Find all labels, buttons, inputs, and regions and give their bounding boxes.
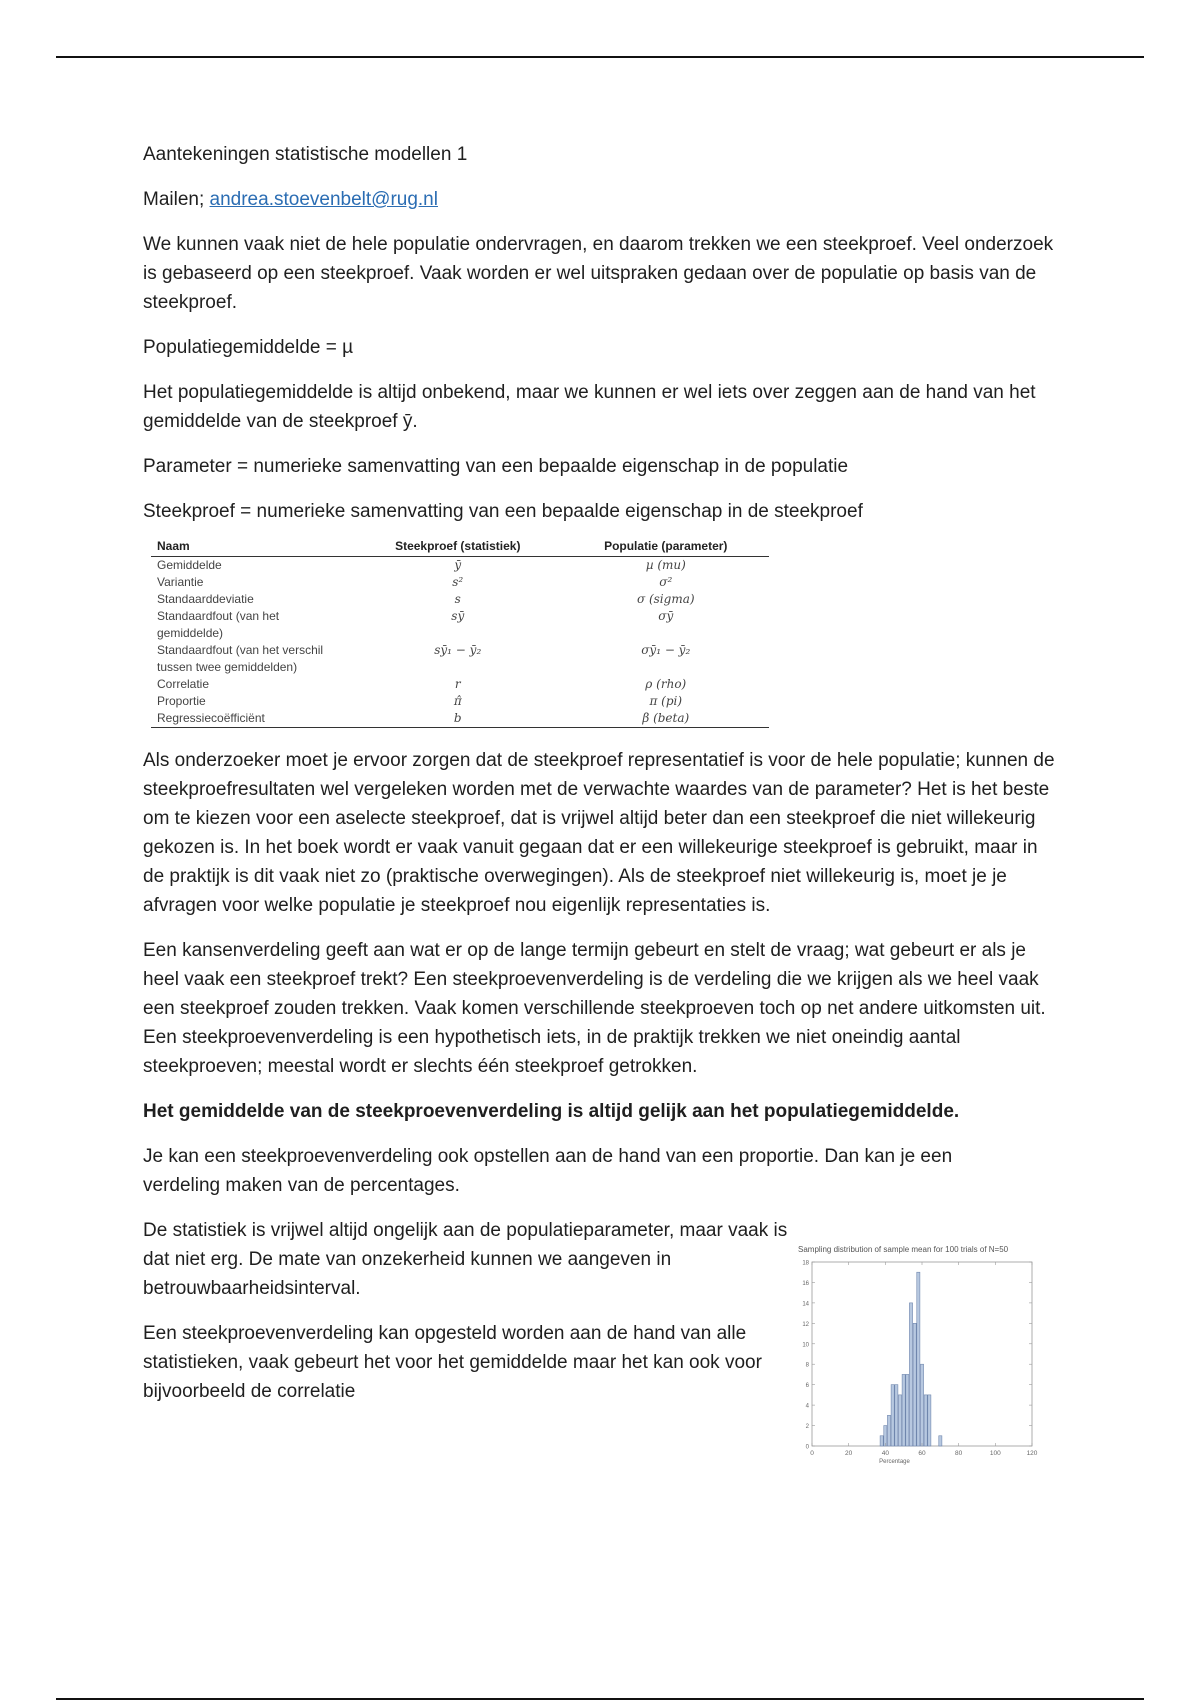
x-tick-label: 80	[955, 1450, 963, 1457]
y-tick-label: 10	[802, 1342, 809, 1349]
row-population-symbol: β (beta)	[563, 710, 769, 728]
row-sample-symbol: r	[454, 677, 461, 691]
histogram-bar	[913, 1323, 916, 1446]
y-tick-label: 8	[805, 1362, 809, 1369]
row-population-symbol: µ (mu)	[645, 558, 686, 572]
x-tick-label: 40	[881, 1450, 889, 1457]
paragraph-representative-sample: Als onderzoeker moet je ervoor zorgen dat de steekproef representatief is voor de hele populatie; kunnen de steekproefresultaten wel vergeleken worden met de verwachte waardes van de parameter? Het is het beste om te kiezen voor een aselecte steekproef, dat is vrijwel altijd beter dan een steekproef die niet willekeurig gekozen is. In het boek wordt er vaak vanuit gegaan dat er een willekeurige steekproef is gebruikt, maar in de praktijk is dit vaak niet zo (praktische overwegingen). Als de steekproef niet willekeurig is, moet je je afvragen voor welke populatie je steekproef nou eigenlijk representaties is.	[143, 750, 1055, 916]
column-header-name: Naam	[151, 536, 353, 557]
row-population-symbol: σȳ	[658, 609, 674, 623]
statistics-table	[151, 536, 769, 728]
paragraph-parameter-definition: Parameter = numerieke samenvatting van een bepaalde eigenschap in de populatie	[143, 456, 849, 477]
histogram-bar	[928, 1395, 931, 1446]
row-population-symbol: σȳ₁ − ȳ₂	[641, 643, 691, 657]
header-rule	[56, 56, 1144, 58]
histogram-chart	[795, 1255, 1055, 1470]
y-tick-label: 14	[802, 1301, 809, 1308]
document-title: Aantekeningen statistische modellen 1	[143, 144, 468, 165]
row-sample-symbol: s	[454, 592, 461, 606]
histogram-bar	[884, 1426, 887, 1446]
table-row	[151, 642, 769, 676]
histogram-bar	[939, 1436, 942, 1446]
row-sample-symbol: π̂	[453, 694, 462, 708]
x-tick-label: 0	[810, 1450, 814, 1457]
row-sample-symbol: s²	[452, 575, 464, 589]
row-sample-symbol: ȳ	[454, 558, 462, 572]
histogram-bar	[891, 1385, 894, 1446]
x-tick-label: 120	[1026, 1450, 1038, 1457]
x-tick-label: 20	[845, 1450, 853, 1457]
histogram-bar	[887, 1415, 890, 1446]
y-tick-label: 4	[805, 1403, 809, 1410]
histogram-bar	[920, 1364, 923, 1446]
y-tick-label: 18	[802, 1260, 809, 1267]
row-name: Standaardfout (van het gemiddelde)	[157, 609, 280, 640]
histogram-figure	[795, 1245, 1055, 1470]
paragraph-all-statistics: Een steekproevenverdeling kan opgesteld worden aan de hand van alle statistieken, vaak gebeurt het voor het gemiddelde maar het kan ook voor bijvoorbeeld de correlatie	[143, 1323, 762, 1402]
y-tick-label: 6	[805, 1383, 809, 1390]
paragraph-key-statement: Het gemiddelde van de steekproevenverdeling is altijd gelijk aan het populatiegemiddelde.	[143, 1101, 960, 1122]
paragraph-uncertainty: De statistiek is vrijwel altijd ongelijk aan de populatieparameter, maar vaak is dat niet erg. De mate van onzekerheid kunnen we aangeven in betrouwbaarheidsinterval.	[143, 1220, 788, 1299]
row-name: Correlatie	[157, 677, 210, 691]
paragraph-sampling-distribution: Een kansenverdeling geeft aan wat er op de lange termijn gebeurt en stelt de vraag; wat gebeurt er als je heel vaak een steekproef trekt? Een steekproevenverdeling is de verdeling die we krijgen als we heel vaak een steekproef zouden trekken. Vaak komen verschillende steekproeven toch op net andere uitkomsten uit. Een steekproevenverdeling is een hypothetisch iets, in de praktijk trekken we niet oneindig aantal steekproeven; meestal wordt er slechts één steekproef getrokken.	[143, 940, 1046, 1077]
document-body	[143, 140, 1058, 1422]
paragraph-intro: We kunnen vaak niet de hele populatie ondervragen, en daarom trekken we een steekproef. Veel onderzoek is gebaseerd op een steekproef. Vaak worden er wel uitspraken gedaan over de populatie op basis van de steekproef.	[143, 234, 1054, 313]
table-row	[151, 676, 769, 693]
row-population-symbol: ρ (rho)	[645, 677, 687, 691]
table-header-row	[151, 536, 769, 557]
column-header-population: Populatie (parameter)	[563, 536, 769, 557]
histogram-bar	[924, 1395, 927, 1446]
row-population-symbol: σ (sigma)	[636, 592, 695, 606]
row-name: Standaardfout (van het verschil tussen twee gemiddelden)	[157, 643, 324, 674]
paragraph-statistic-definition: Steekproef = numerieke samenvatting van een bepaalde eigenschap in de steekproef	[143, 501, 863, 522]
row-sample-symbol: sȳ₁ − ȳ₂	[434, 643, 482, 657]
row-name: Variantie	[157, 575, 204, 589]
email-link[interactable]: andrea.stoevenbelt@rug.nl	[209, 189, 438, 210]
histogram-bar	[880, 1436, 883, 1446]
histogram-bar	[909, 1303, 912, 1446]
histogram-bar	[917, 1272, 920, 1446]
table-row	[151, 574, 769, 591]
row-sample-symbol: b	[353, 710, 563, 728]
histogram-bar	[906, 1374, 909, 1446]
x-tick-label: 100	[989, 1450, 1001, 1457]
y-tick-label: 0	[805, 1444, 809, 1451]
histogram-bar	[895, 1385, 898, 1446]
y-tick-label: 16	[802, 1280, 809, 1287]
row-name: Regressiecoëfficiënt	[151, 710, 353, 728]
chart-title: Sampling distribution of sample mean for 100 trials of N=50	[798, 1245, 1009, 1254]
histogram-bar	[902, 1374, 905, 1446]
row-sample-symbol: sȳ	[451, 609, 465, 623]
table-row	[151, 710, 769, 728]
table-row	[151, 591, 769, 608]
paragraph-population-mean: Populatiegemiddelde = µ	[143, 337, 354, 358]
row-name: Gemiddelde	[157, 558, 222, 572]
row-population-symbol: π (pi)	[649, 694, 683, 708]
x-tick-label: 60	[918, 1450, 926, 1457]
table-row	[151, 557, 769, 575]
y-tick-label: 2	[805, 1424, 809, 1431]
mail-line	[143, 185, 1058, 214]
paragraph-proportion: Je kan een steekproevenverdeling ook opstellen aan de hand van een proportie. Dan kan je een verdeling maken van de percentages.	[143, 1146, 953, 1196]
histogram-bar	[898, 1395, 901, 1446]
row-name: Standaarddeviatie	[157, 592, 254, 606]
row-name: Proportie	[157, 694, 206, 708]
table-row	[151, 608, 769, 642]
paragraph-unknown-mean: Het populatiegemiddelde is altijd onbekend, maar we kunnen er wel iets over zeggen aan de hand van het gemiddelde van de steekproef ȳ.	[143, 382, 1036, 432]
table-row	[151, 693, 769, 710]
column-header-sample: Steekproef (statistiek)	[353, 536, 563, 557]
mail-label: Mailen;	[143, 189, 210, 210]
y-tick-label: 12	[802, 1321, 809, 1328]
row-population-symbol: σ²	[659, 575, 673, 589]
x-axis-label: Percentage	[879, 1459, 910, 1465]
